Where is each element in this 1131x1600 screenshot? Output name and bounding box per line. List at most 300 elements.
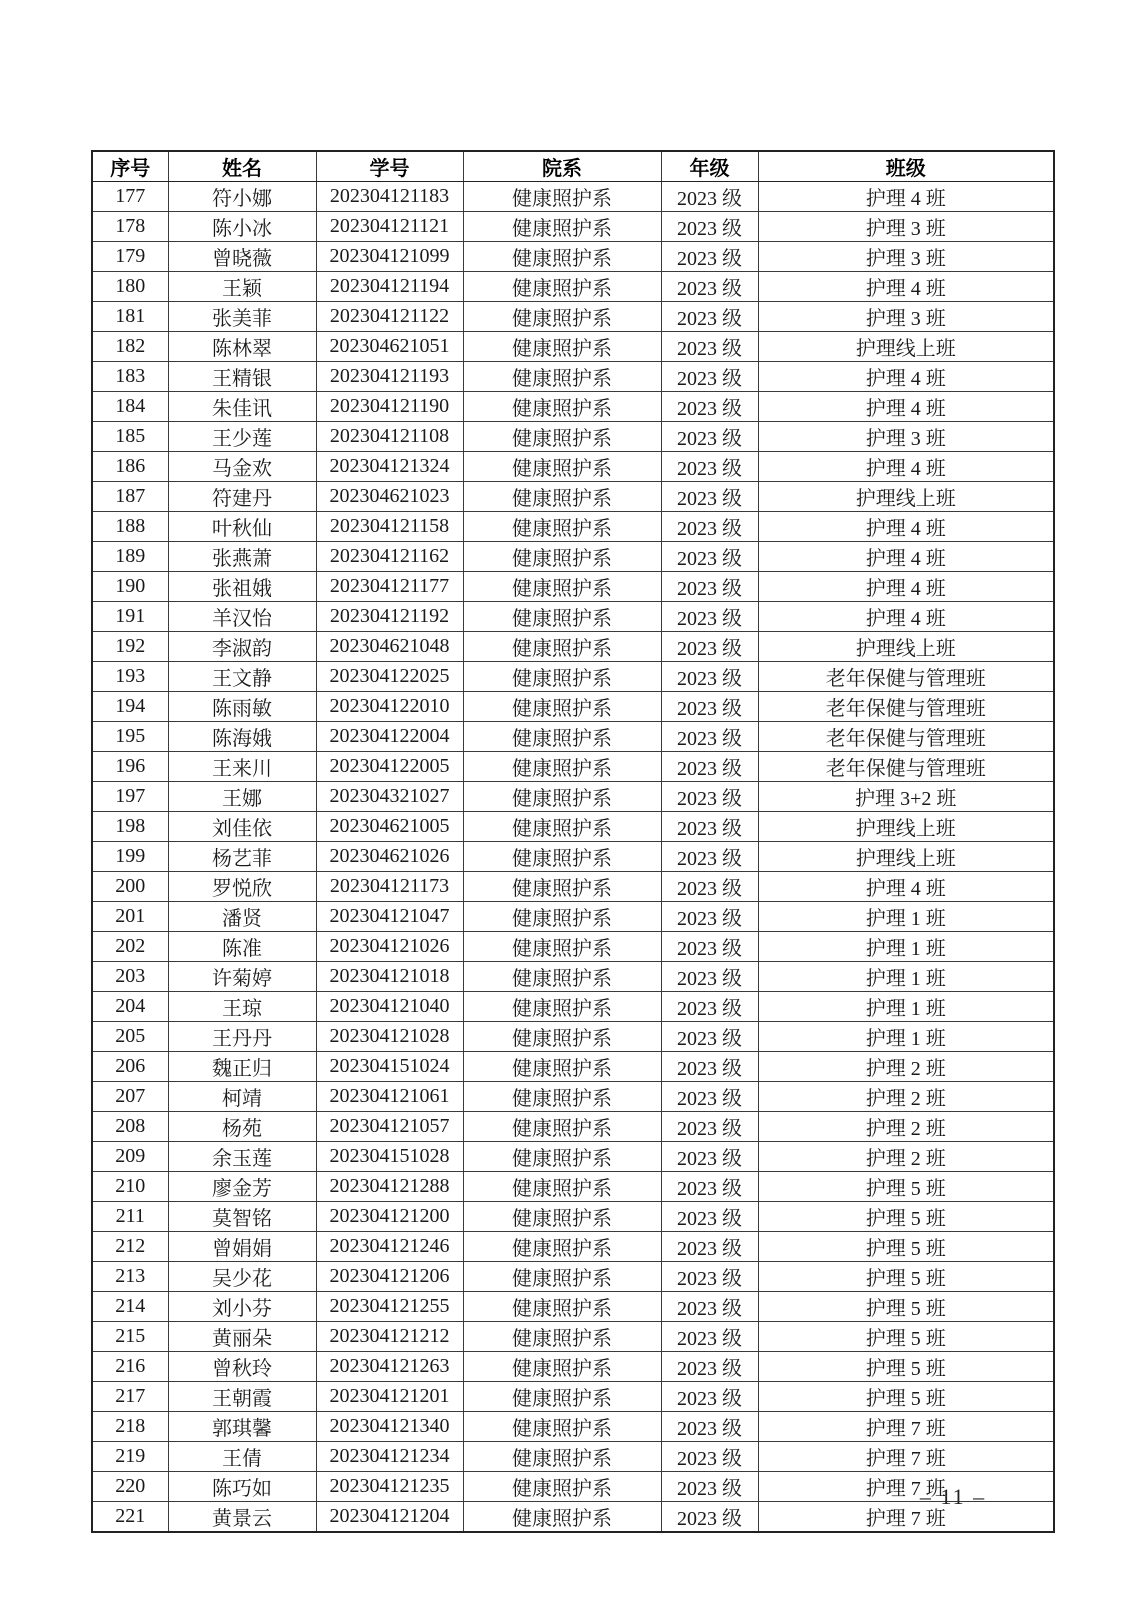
table-cell: 护理 5 班 xyxy=(758,1292,1054,1322)
table-cell: 健康照护系 xyxy=(463,1502,661,1533)
table-cell: 王颖 xyxy=(168,272,316,302)
table-cell: 186 xyxy=(92,452,168,482)
table-cell: 吴少花 xyxy=(168,1262,316,1292)
table-cell: 健康照护系 xyxy=(463,812,661,842)
table-cell: 219 xyxy=(92,1442,168,1472)
table-cell: 2023 级 xyxy=(661,1052,758,1082)
table-row xyxy=(92,212,1054,242)
table-cell: 181 xyxy=(92,302,168,332)
table-cell: 202304121121 xyxy=(316,212,463,242)
table-row xyxy=(92,542,1054,572)
table-cell: 202304121193 xyxy=(316,362,463,392)
table-cell: 健康照护系 xyxy=(463,722,661,752)
table-cell: 护理 2 班 xyxy=(758,1082,1054,1112)
table-cell: 健康照护系 xyxy=(463,572,661,602)
table-cell: 老年保健与管理班 xyxy=(758,692,1054,722)
table-cell: 廖金芳 xyxy=(168,1172,316,1202)
table-row xyxy=(92,992,1054,1022)
table-cell: 202304122025 xyxy=(316,662,463,692)
table-cell: 213 xyxy=(92,1262,168,1292)
table-cell: 179 xyxy=(92,242,168,272)
table-cell: 王丹丹 xyxy=(168,1022,316,1052)
table-cell: 2023 级 xyxy=(661,542,758,572)
table-cell: 羊汉怡 xyxy=(168,602,316,632)
table-cell: 2023 级 xyxy=(661,392,758,422)
table-cell: 202304122004 xyxy=(316,722,463,752)
table-cell: 护理 7 班 xyxy=(758,1442,1054,1472)
table-cell: 健康照护系 xyxy=(463,1352,661,1382)
table-cell: 2023 级 xyxy=(661,1442,758,1472)
table-cell: 护理 1 班 xyxy=(758,932,1054,962)
table-cell: 王娜 xyxy=(168,782,316,812)
table-cell: 202304121040 xyxy=(316,992,463,1022)
table-cell: 2023 级 xyxy=(661,842,758,872)
table-cell: 2023 级 xyxy=(661,1382,758,1412)
table-cell: 201 xyxy=(92,902,168,932)
table-cell: 健康照护系 xyxy=(463,1382,661,1412)
table-cell: 203 xyxy=(92,962,168,992)
table-cell: 204 xyxy=(92,992,168,1022)
table-cell: 陈小冰 xyxy=(168,212,316,242)
table-cell: 202304121108 xyxy=(316,422,463,452)
table-cell: 护理 4 班 xyxy=(758,392,1054,422)
table-cell: 197 xyxy=(92,782,168,812)
table-cell: 陈巧如 xyxy=(168,1472,316,1502)
table-cell: 2023 级 xyxy=(661,992,758,1022)
table-cell: 202304121234 xyxy=(316,1442,463,1472)
table-cell: 210 xyxy=(92,1172,168,1202)
table-cell: 刘佳依 xyxy=(168,812,316,842)
table-cell: 柯靖 xyxy=(168,1082,316,1112)
table-cell: 198 xyxy=(92,812,168,842)
column-header: 年级 xyxy=(661,151,758,182)
table-cell: 护理 4 班 xyxy=(758,362,1054,392)
table-cell: 206 xyxy=(92,1052,168,1082)
table-cell: 护理 4 班 xyxy=(758,452,1054,482)
table-cell: 202304121099 xyxy=(316,242,463,272)
table-cell: 202304121288 xyxy=(316,1172,463,1202)
table-cell: 2023 级 xyxy=(661,422,758,452)
table-cell: 202304121018 xyxy=(316,962,463,992)
table-row xyxy=(92,1112,1054,1142)
table-cell: 180 xyxy=(92,272,168,302)
table-cell: 健康照护系 xyxy=(463,272,661,302)
table-row xyxy=(92,692,1054,722)
table-cell: 202304621051 xyxy=(316,332,463,362)
table-cell: 王朝霞 xyxy=(168,1382,316,1412)
table-cell: 张美菲 xyxy=(168,302,316,332)
table-cell: 202 xyxy=(92,932,168,962)
table-cell: 健康照护系 xyxy=(463,362,661,392)
table-row xyxy=(92,422,1054,452)
table-cell: 2023 级 xyxy=(661,182,758,212)
table-cell: 健康照护系 xyxy=(463,512,661,542)
table-cell: 护理 3 班 xyxy=(758,422,1054,452)
table-cell: 2023 级 xyxy=(661,1322,758,1352)
table-cell: 护理 7 班 xyxy=(758,1502,1054,1533)
table-cell: 216 xyxy=(92,1352,168,1382)
table-cell: 2023 级 xyxy=(661,212,758,242)
table-cell: 健康照护系 xyxy=(463,542,661,572)
table-cell: 护理线上班 xyxy=(758,482,1054,512)
table-cell: 健康照护系 xyxy=(463,992,661,1022)
table-cell: 220 xyxy=(92,1472,168,1502)
table-cell: 健康照护系 xyxy=(463,842,661,872)
column-header: 姓名 xyxy=(168,151,316,182)
table-cell: 2023 级 xyxy=(661,362,758,392)
table-row xyxy=(92,512,1054,542)
table-row xyxy=(92,842,1054,872)
table-cell: 2023 级 xyxy=(661,272,758,302)
table-cell: 208 xyxy=(92,1112,168,1142)
table-cell: 202304121192 xyxy=(316,602,463,632)
table-cell: 杨苑 xyxy=(168,1112,316,1142)
table-cell: 202304621023 xyxy=(316,482,463,512)
table-cell: 护理 7 班 xyxy=(758,1472,1054,1502)
table-cell: 护理 1 班 xyxy=(758,902,1054,932)
table-cell: 2023 级 xyxy=(661,782,758,812)
table-cell: 王琼 xyxy=(168,992,316,1022)
table-cell: 202304121061 xyxy=(316,1082,463,1112)
table-cell: 2023 级 xyxy=(661,902,758,932)
table-cell: 魏正归 xyxy=(168,1052,316,1082)
table-row xyxy=(92,812,1054,842)
table-cell: 健康照护系 xyxy=(463,632,661,662)
table-cell: 王文静 xyxy=(168,662,316,692)
table-row xyxy=(92,662,1054,692)
table-cell: 护理 5 班 xyxy=(758,1232,1054,1262)
table-cell: 陈雨敏 xyxy=(168,692,316,722)
table-cell: 护理 4 班 xyxy=(758,182,1054,212)
table-cell: 护理线上班 xyxy=(758,842,1054,872)
table-cell: 200 xyxy=(92,872,168,902)
table-cell: 202304121177 xyxy=(316,572,463,602)
table-cell: 202304121201 xyxy=(316,1382,463,1412)
table-cell: 202304121263 xyxy=(316,1352,463,1382)
table-row xyxy=(92,1322,1054,1352)
table-cell: 217 xyxy=(92,1382,168,1412)
table-cell: 护理 1 班 xyxy=(758,992,1054,1022)
table-cell: 202304121340 xyxy=(316,1412,463,1442)
table-cell: 王少莲 xyxy=(168,422,316,452)
table-cell: 余玉莲 xyxy=(168,1142,316,1172)
table-cell: 183 xyxy=(92,362,168,392)
table-row xyxy=(92,182,1054,212)
table-cell: 2023 级 xyxy=(661,1112,758,1142)
table-cell: 202304121183 xyxy=(316,182,463,212)
table-row xyxy=(92,872,1054,902)
table-cell: 221 xyxy=(92,1502,168,1533)
table-cell: 2023 级 xyxy=(661,1472,758,1502)
table-cell: 护理 1 班 xyxy=(758,1022,1054,1052)
table-cell: 202304121122 xyxy=(316,302,463,332)
table-cell: 马金欢 xyxy=(168,452,316,482)
table-cell: 212 xyxy=(92,1232,168,1262)
table-cell: 护理 4 班 xyxy=(758,602,1054,632)
table-cell: 健康照护系 xyxy=(463,1292,661,1322)
column-header: 班级 xyxy=(758,151,1054,182)
table-cell: 202304121255 xyxy=(316,1292,463,1322)
table-cell: 202304121246 xyxy=(316,1232,463,1262)
table-cell: 护理 5 班 xyxy=(758,1202,1054,1232)
table-cell: 2023 级 xyxy=(661,1232,758,1262)
table-row xyxy=(92,242,1054,272)
table-cell: 202304122005 xyxy=(316,752,463,782)
table-cell: 2023 级 xyxy=(661,1142,758,1172)
table-cell: 2023 级 xyxy=(661,1502,758,1533)
table-cell: 护理 4 班 xyxy=(758,572,1054,602)
table-row xyxy=(92,332,1054,362)
table-cell: 健康照护系 xyxy=(463,302,661,332)
table-cell: 护理 4 班 xyxy=(758,272,1054,302)
table-cell: 符小娜 xyxy=(168,182,316,212)
table-cell: 177 xyxy=(92,182,168,212)
table-row xyxy=(92,752,1054,782)
table-cell: 188 xyxy=(92,512,168,542)
table-cell: 202304121204 xyxy=(316,1502,463,1533)
table-cell: 2023 级 xyxy=(661,602,758,632)
table-cell: 健康照护系 xyxy=(463,182,661,212)
table-cell: 2023 级 xyxy=(661,872,758,902)
table-cell: 莫智铭 xyxy=(168,1202,316,1232)
table-cell: 护理 3 班 xyxy=(758,242,1054,272)
table-cell: 王来川 xyxy=(168,752,316,782)
table-cell: 符建丹 xyxy=(168,482,316,512)
table-cell: 健康照护系 xyxy=(463,452,661,482)
table-cell: 陈林翠 xyxy=(168,332,316,362)
table-cell: 2023 级 xyxy=(661,932,758,962)
table-row xyxy=(92,272,1054,302)
table-cell: 2023 级 xyxy=(661,242,758,272)
table-cell: 护理 1 班 xyxy=(758,962,1054,992)
column-header: 院系 xyxy=(463,151,661,182)
table-cell: 2023 级 xyxy=(661,1082,758,1112)
table-cell: 护理 7 班 xyxy=(758,1412,1054,1442)
table-cell: 护理 4 班 xyxy=(758,872,1054,902)
table-cell: 202304121206 xyxy=(316,1262,463,1292)
table-cell: 193 xyxy=(92,662,168,692)
table-cell: 194 xyxy=(92,692,168,722)
table-cell: 曾娟娟 xyxy=(168,1232,316,1262)
table-cell: 健康照护系 xyxy=(463,332,661,362)
table-header-row xyxy=(92,151,1054,182)
table-cell: 211 xyxy=(92,1202,168,1232)
table-cell: 207 xyxy=(92,1082,168,1112)
table-cell: 护理 5 班 xyxy=(758,1262,1054,1292)
table-cell: 182 xyxy=(92,332,168,362)
table-cell: 2023 级 xyxy=(661,692,758,722)
table-cell: 老年保健与管理班 xyxy=(758,662,1054,692)
table-cell: 189 xyxy=(92,542,168,572)
table-cell: 健康照护系 xyxy=(463,752,661,782)
table-cell: 健康照护系 xyxy=(463,782,661,812)
table-cell: 健康照护系 xyxy=(463,1472,661,1502)
table-cell: 护理 5 班 xyxy=(758,1382,1054,1412)
table-cell: 刘小芬 xyxy=(168,1292,316,1322)
table-cell: 2023 级 xyxy=(661,962,758,992)
table-cell: 护理 2 班 xyxy=(758,1142,1054,1172)
table-cell: 王精银 xyxy=(168,362,316,392)
table-cell: 215 xyxy=(92,1322,168,1352)
table-cell: 护理 5 班 xyxy=(758,1322,1054,1352)
table-cell: 202304121158 xyxy=(316,512,463,542)
table-cell: 护理 5 班 xyxy=(758,1352,1054,1382)
table-cell: 2023 级 xyxy=(661,332,758,362)
table-cell: 202304321027 xyxy=(316,782,463,812)
table-cell: 2023 级 xyxy=(661,302,758,332)
table-cell: 健康照护系 xyxy=(463,422,661,452)
table-row xyxy=(92,302,1054,332)
table-cell: 朱佳讯 xyxy=(168,392,316,422)
table-cell: 202304121047 xyxy=(316,902,463,932)
table-cell: 2023 级 xyxy=(661,482,758,512)
table-row xyxy=(92,1052,1054,1082)
table-cell: 2023 级 xyxy=(661,1172,758,1202)
table-cell: 202304121026 xyxy=(316,932,463,962)
table-cell: 黄景云 xyxy=(168,1502,316,1533)
table-cell: 202304121324 xyxy=(316,452,463,482)
table-cell: 2023 级 xyxy=(661,1352,758,1382)
table-cell: 202304121173 xyxy=(316,872,463,902)
table-cell: 178 xyxy=(92,212,168,242)
table-cell: 潘贤 xyxy=(168,902,316,932)
table-cell: 2023 级 xyxy=(661,572,758,602)
table-cell: 护理 4 班 xyxy=(758,542,1054,572)
table-cell: 2023 级 xyxy=(661,662,758,692)
table-cell: 202304621026 xyxy=(316,842,463,872)
table-cell: 健康照护系 xyxy=(463,902,661,932)
table-row xyxy=(92,452,1054,482)
table-cell: 202304121212 xyxy=(316,1322,463,1352)
table-cell: 健康照护系 xyxy=(463,1262,661,1292)
table-cell: 健康照护系 xyxy=(463,1082,661,1112)
table-cell: 202304121057 xyxy=(316,1112,463,1142)
table-cell: 190 xyxy=(92,572,168,602)
table-cell: 202304122010 xyxy=(316,692,463,722)
table-row xyxy=(92,1022,1054,1052)
table-cell: 护理线上班 xyxy=(758,812,1054,842)
table-cell: 护理 3 班 xyxy=(758,212,1054,242)
table-cell: 健康照护系 xyxy=(463,242,661,272)
table-cell: 2023 级 xyxy=(661,632,758,662)
table-cell: 杨艺菲 xyxy=(168,842,316,872)
column-header: 序号 xyxy=(92,151,168,182)
table-row xyxy=(92,392,1054,422)
table-cell: 209 xyxy=(92,1142,168,1172)
table-cell: 护理 2 班 xyxy=(758,1112,1054,1142)
column-header: 学号 xyxy=(316,151,463,182)
table-cell: 184 xyxy=(92,392,168,422)
page-number: – 11 – xyxy=(919,1484,987,1509)
table-cell: 健康照护系 xyxy=(463,1172,661,1202)
table-cell: 郭琪馨 xyxy=(168,1412,316,1442)
table-cell: 2023 级 xyxy=(661,1262,758,1292)
table-cell: 健康照护系 xyxy=(463,692,661,722)
table-cell: 202304121200 xyxy=(316,1202,463,1232)
table-cell: 196 xyxy=(92,752,168,782)
table-cell: 护理 2 班 xyxy=(758,1052,1054,1082)
table-cell: 健康照护系 xyxy=(463,392,661,422)
table-cell: 2023 级 xyxy=(661,512,758,542)
table-cell: 曾晓薇 xyxy=(168,242,316,272)
table-row xyxy=(92,932,1054,962)
table-row xyxy=(92,1382,1054,1412)
table-row xyxy=(92,902,1054,932)
table-cell: 健康照护系 xyxy=(463,482,661,512)
table-cell: 健康照护系 xyxy=(463,212,661,242)
table-row xyxy=(92,722,1054,752)
table-cell: 护理线上班 xyxy=(758,632,1054,662)
table-cell: 202304121194 xyxy=(316,272,463,302)
table-row xyxy=(92,1142,1054,1172)
table-cell: 2023 级 xyxy=(661,1292,758,1322)
table-cell: 健康照护系 xyxy=(463,1442,661,1472)
table-cell: 202304121235 xyxy=(316,1472,463,1502)
table-cell: 李淑韵 xyxy=(168,632,316,662)
table-cell: 192 xyxy=(92,632,168,662)
table-row xyxy=(92,632,1054,662)
table-cell: 健康照护系 xyxy=(463,1022,661,1052)
table-cell: 健康照护系 xyxy=(463,1202,661,1232)
table-cell: 曾秋玲 xyxy=(168,1352,316,1382)
table-cell: 健康照护系 xyxy=(463,1412,661,1442)
table-cell: 健康照护系 xyxy=(463,962,661,992)
table-cell: 2023 级 xyxy=(661,722,758,752)
table-cell: 2023 级 xyxy=(661,1412,758,1442)
table-cell: 202304121190 xyxy=(316,392,463,422)
table-cell: 195 xyxy=(92,722,168,752)
table-cell: 老年保健与管理班 xyxy=(758,752,1054,782)
table-cell: 健康照护系 xyxy=(463,662,661,692)
table-cell: 罗悦欣 xyxy=(168,872,316,902)
table-row xyxy=(92,962,1054,992)
student-roster-table xyxy=(91,150,1055,1533)
table-cell: 2023 级 xyxy=(661,1022,758,1052)
table-row xyxy=(92,1232,1054,1262)
table-cell: 214 xyxy=(92,1292,168,1322)
table-cell: 健康照护系 xyxy=(463,1322,661,1352)
table-cell: 191 xyxy=(92,602,168,632)
table-cell: 健康照护系 xyxy=(463,1142,661,1172)
table-cell: 健康照护系 xyxy=(463,1052,661,1082)
table-cell: 202304151028 xyxy=(316,1142,463,1172)
table-row xyxy=(92,362,1054,392)
table-row xyxy=(92,782,1054,812)
table-cell: 张祖娥 xyxy=(168,572,316,602)
table-cell: 陈准 xyxy=(168,932,316,962)
table-cell: 健康照护系 xyxy=(463,602,661,632)
table-cell: 202304121028 xyxy=(316,1022,463,1052)
table-row xyxy=(92,602,1054,632)
table-cell: 218 xyxy=(92,1412,168,1442)
table-cell: 2023 级 xyxy=(661,1202,758,1232)
table-row xyxy=(92,572,1054,602)
table-cell: 护理 4 班 xyxy=(758,512,1054,542)
table-cell: 185 xyxy=(92,422,168,452)
table-cell: 199 xyxy=(92,842,168,872)
table-cell: 健康照护系 xyxy=(463,872,661,902)
table-cell: 187 xyxy=(92,482,168,512)
table-cell: 张燕萧 xyxy=(168,542,316,572)
table-row xyxy=(92,1262,1054,1292)
table-cell: 205 xyxy=(92,1022,168,1052)
table-row xyxy=(92,1172,1054,1202)
table-row xyxy=(92,1442,1054,1472)
table-row xyxy=(92,1082,1054,1112)
table-cell: 健康照护系 xyxy=(463,1112,661,1142)
table-cell: 2023 级 xyxy=(661,452,758,482)
table-cell: 老年保健与管理班 xyxy=(758,722,1054,752)
